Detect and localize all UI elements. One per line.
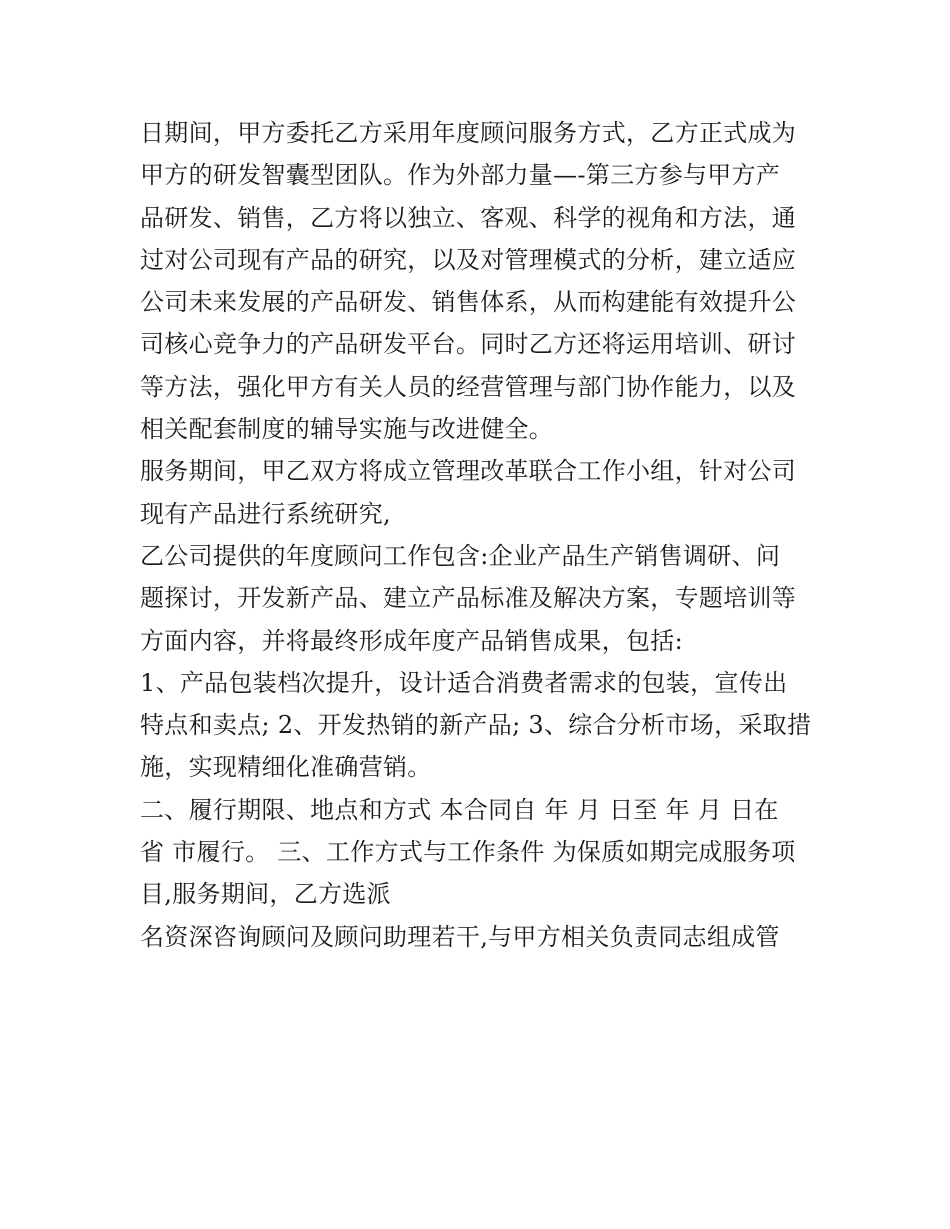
text-line: 特点和卖点; 2、开发热销的新产品; 3、综合分析市场，采取措: [140, 711, 812, 740]
text-line: 乙公司提供的年度顾问工作包含:企业产品生产销售调研、问: [140, 541, 781, 570]
text-line: 1、产品包装档次提升，设计适合消费者需求的包装，宣传出: [140, 668, 788, 697]
text-line: 题探讨，开发新产品、建立产品标准及解决方案，专题培训等: [140, 584, 797, 613]
text-line: 甲方的研发智囊型团队。作为外部力量—-第三方参与甲方产: [140, 161, 781, 190]
text-line: 方面内容，并将最终形成年度产品销售成果，包括:: [140, 626, 683, 655]
text-line: 名资深咨询顾问及顾问助理若干,与甲方相关负责同志组成管: [140, 922, 780, 951]
text-line: 等方法，强化甲方有关人员的经营管理与部门协作能力，以及: [140, 372, 797, 401]
text-line: 相关配套制度的辅导实施与改进健全。: [140, 415, 554, 444]
text-line: 现有产品进行系统研究,: [140, 499, 391, 528]
text-line: 二、履行期限、地点和方式 本合同自 年 月 日至 年 月 日在: [140, 795, 779, 824]
text-line: 目,服务期间，乙方选派: [140, 880, 391, 909]
document-body: [140, 112, 820, 958]
text-line: 司核心竞争力的产品研发平台。同时乙方还将运用培训、研讨: [140, 330, 797, 359]
text-line: 省 市履行。 三、工作方式与工作条件 为保质如期完成服务项: [140, 838, 796, 867]
text-line: 品研发、销售，乙方将以独立、客观、科学的视角和方法，通: [140, 203, 797, 232]
text-line: 过对公司现有产品的研究，以及对管理模式的分析，建立适应: [140, 245, 797, 274]
text-line: 服务期间，甲乙双方将成立管理改革联合工作小组，针对公司: [140, 457, 797, 486]
text-line: 施，实现精细化准确营销。: [140, 753, 432, 782]
text-line: 日期间，甲方委托乙方采用年度顾问服务方式，乙方正式成为: [140, 119, 797, 147]
text-line: 公司未来发展的产品研发、销售体系，从而构建能有效提升公: [140, 288, 797, 317]
